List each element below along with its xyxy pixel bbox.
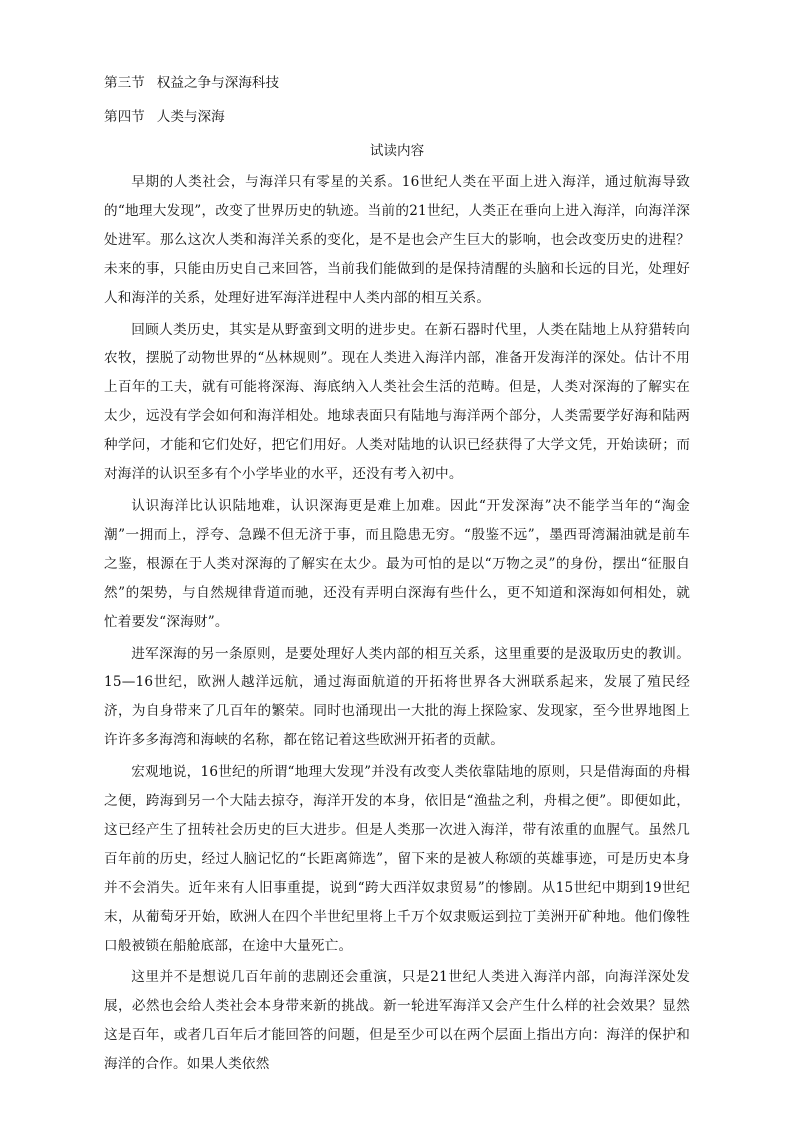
section-title: 人类与深海 — [156, 109, 225, 125]
paragraph: 回顾人类历史，其实是从野蛮到文明的进步史。在新石器时代里，人类在陆地上从狩猎转向农牧，摆脱了动物世界的“丛林规则”。现在人类进入海洋内部，准备开发海洋的深处。估计不用上百年的工夫，就有可能将深海、海底纳入人类社会生活的范畴。但是，人类对深海的了解实在太少，远没有学会如何和海洋相处。地球表面只有陆地与海洋两个部分，人类需要学好海和陆两种学问，才能和它们处好，把它们用好。人类对陆地的认识已经获得了大学文凭，开始读研；而对海洋的认识至多有个小学毕业的水平，还没有考入初中。 — [104, 321, 690, 483]
paragraph: 宏观地说，16世纪的所谓“地理大发现”并没有改变人类依靠陆地的原则，只是借海面的舟楫之便，跨海到另一个大陆去掠夺，海洋开发的本身，依旧是“渔盐之利，舟楫之便”。即便如此，这已经产生了扭转社会历史的巨大进步。但是人类那一次进入海洋，带有浓重的血腥气。虽然几百年前的历史，经过人脑记忆的“长距离筛选”，留下来的是被人称颂的英雄事迹，可是历史本身并不会消失。近年来有人旧事重提，说到“跨大西洋奴隶贸易”的惨剧。从15世纪中期到19世纪末，从葡萄牙开始，欧洲人在四个半世纪里将上千万个奴隶贩运到拉丁美洲开矿种地。他们像牲口般被锁在船舱底部，在途中大量死亡。 — [104, 764, 690, 954]
excerpt-title: 试读内容 — [369, 143, 425, 159]
paragraph: 认识海洋比认识陆地难，认识深海更是难上加难。因此“开发深海”决不能学当年的“淘金潮”一拥而上，浮夸、急躁不但无济于事，而且隐患无穷。“殷鉴不远”，墨西哥湾漏油就是前车之鉴，根源在于人类对深海的了解实在太少。最为可怕的是以“万物之灵”的身份，摆出“征服自然”的架势，与自然规律背道而驰，还没有弄明白深海有些什么，更不知道和深海如何相处，就忙着要发“深海财”。 — [104, 497, 690, 630]
paragraph: 这里并不是想说几百年前的悲剧还会重演，只是21世纪人类进入海洋内部，向海洋深处发展，必然也会给人类社会本身带来新的挑战。新一轮进军海洋又会产生什么样的社会效果？显然这是百年，或者几百年后才能回答的问题，但是至少可以在两个层面上指出方向：海洋的保护和海洋的合作。如果人类依然 — [104, 969, 690, 1073]
section-number: 第四节 — [104, 109, 145, 125]
paragraph: 早期的人类社会，与海洋只有零星的关系。16世纪人类在平面上进入海洋，通过航海导致的“地理大发现”，改变了世界历史的轨迹。当前的21世纪，人类正在垂向上进入海洋，向海洋深处进军。那么这次人类和海洋关系的变化，是不是也会产生巨大的影响，也会改变历史的进程？未来的事，只能由历史自己来回答，当前我们能做到的是保持清醒的头脑和长远的目光，处理好人和海洋的关系，处理好进军海洋进程中人类内部的相互关系。 — [104, 174, 690, 306]
section-number: 第三节 — [104, 75, 145, 91]
paragraph: 进军深海的另一条原则，是要处理好人类内部的相互关系，这里重要的是汲取历史的教训。15—16世纪，欧洲人越洋远航，通过海面航道的开拓将世界各大洲联系起来，发展了殖民经济，为自身带来了几百年的繁荣。同时也涌现出一大批的海上探险家、发现家，至今世界地图上许许多多海湾和海峡的名称，都在铭记着这些欧洲开拓者的贡献。 — [104, 645, 690, 749]
section-title: 权益之争与深海科技 — [156, 75, 280, 91]
section-heading-3 — [104, 66, 690, 100]
section-heading-4 — [104, 100, 690, 134]
